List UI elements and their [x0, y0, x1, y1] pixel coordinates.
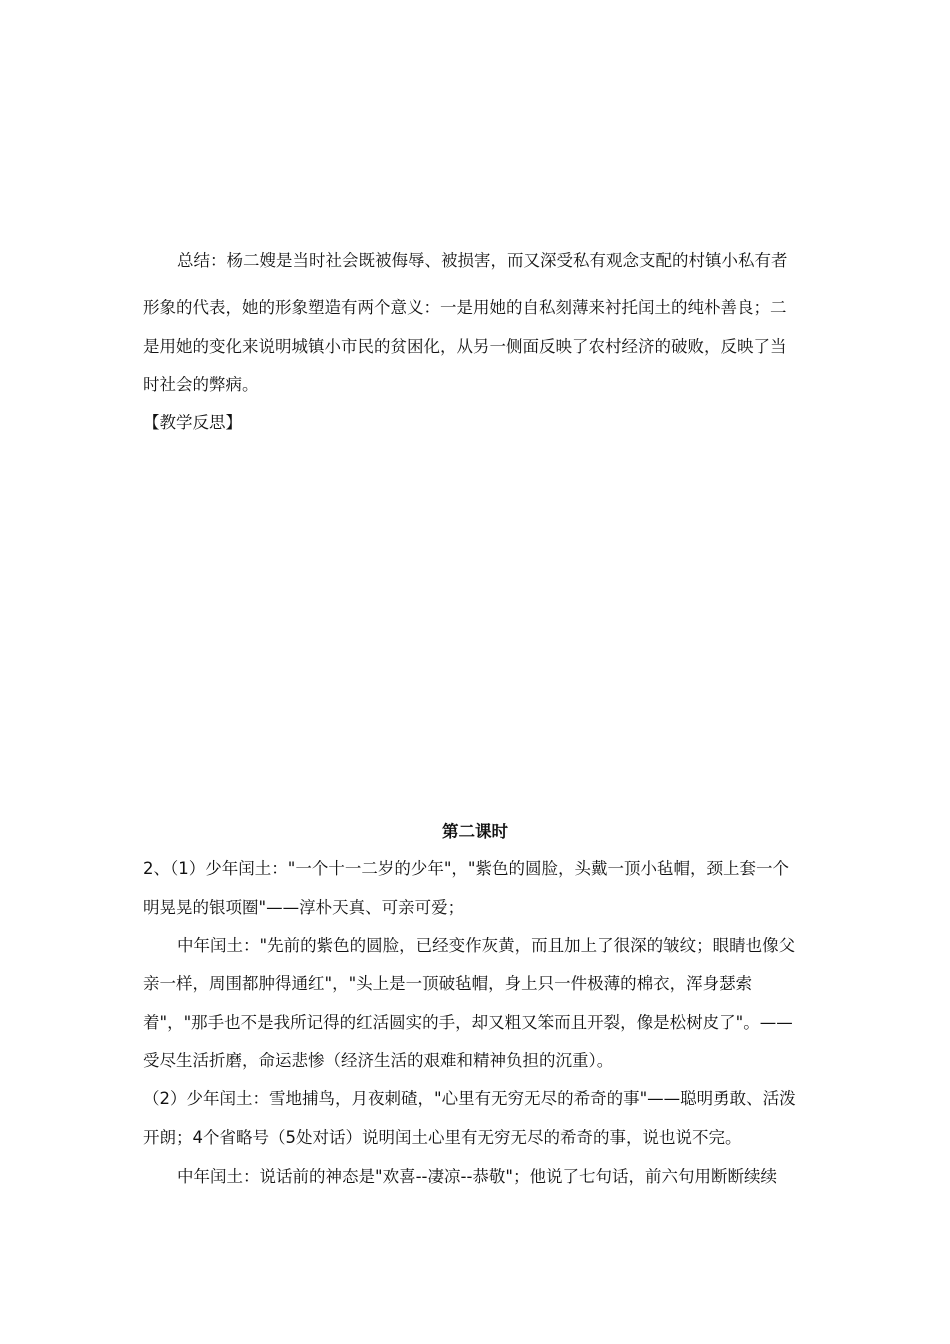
body-line-4: 亲一样，周围都肿得通红"，"头上是一顶破毡帽，身上只一件极薄的棉衣，浑身瑟索 — [143, 974, 753, 993]
reflection-heading: 【教学反思】 — [143, 413, 242, 432]
summary-line-3: 是用她的变化来说明城镇小市民的贫困化，从另一侧面反映了农村经济的破败，反映了当 — [143, 337, 787, 356]
body-line-2: 明晃晃的银项圈"——淳朴天真、可亲可爱； — [143, 898, 465, 917]
body-line-9: 中年闰土：说话前的神态是"欢喜--凄凉--恭敬"；他说了七句话，前六句用断断续续 — [177, 1167, 777, 1186]
body-line-3: 中年闰土："先前的紫色的圆脸，已经变作灰黄，而且加上了很深的皱纹；眼睛也像父 — [177, 936, 796, 955]
body-line-5: 着"，"那手也不是我所记得的红活圆实的手，却又粗又笨而且开裂，像是松树皮了"。—— — [143, 1013, 793, 1032]
body-line-7: （2）少年闰土：雪地捕鸟，月夜刺碴，"心里有无穷无尽的希奇的事"——聪明勇敢、活泼 — [143, 1089, 796, 1108]
body-line-8: 开朗；4个省略号（5处对话）说明闰土心里有无穷无尽的希奇的事，说也说不完。 — [143, 1128, 742, 1147]
lesson-title: 第二课时 — [442, 822, 508, 841]
summary-line-1: 总结：杨二嫂是当时社会既被侮辱、被损害，而又深受私有观念支配的村镇小私有者 — [177, 251, 788, 270]
summary-line-2: 形象的代表，她的形象塑造有两个意义：一是用她的自私刻薄来衬托闰土的纯朴善良；二 — [143, 298, 787, 317]
summary-line-4: 时社会的弊病。 — [143, 375, 259, 394]
body-line-1: 2、（1）少年闰土："一个十一二岁的少年"，"紫色的圆脸，头戴一顶小毡帽，颈上套一个 — [143, 859, 790, 878]
body-line-6: 受尽生活折磨，命运悲惨（经济生活的艰难和精神负担的沉重）。 — [143, 1051, 614, 1070]
